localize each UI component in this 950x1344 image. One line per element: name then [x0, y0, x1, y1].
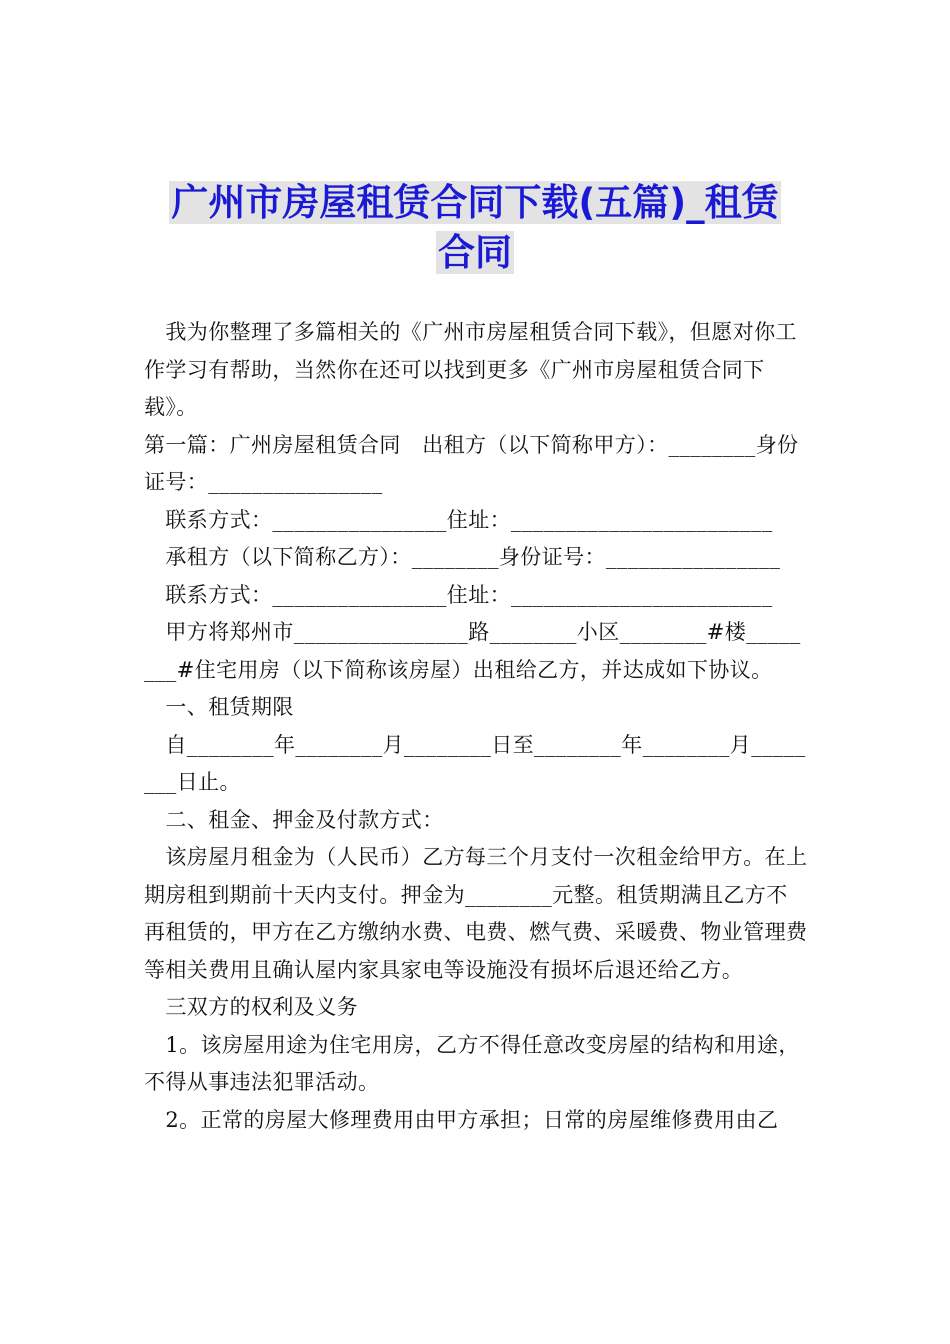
- section-heading-rent: 二、租金、押金及付款方式：: [144, 807, 444, 832]
- paragraph-intro: 我为你整理了多篇相关的《广州市房屋租赁合同下载》，但愿对你工作学习有帮助，当然你在还可以找到更多《广州市房屋租赁合同下载》。: [144, 320, 797, 419]
- paragraph-property: 甲方将郑州市________________路________小区________#楼________#住宅用房（以下简称该房屋）出租给乙方，并达成如下协议。: [144, 620, 801, 682]
- document-title-line1: 广州市房屋租赁合同下载(五篇)_租赁: [171, 181, 779, 224]
- paragraph-lessee-contact: 联系方式：________________住址：________________________: [144, 582, 773, 607]
- paragraph-rights-1: 1。该房屋用途为住宅用房，乙方不得任意改变房屋的结构和用途，不得从事违法犯罪活动。: [144, 1032, 800, 1094]
- paragraph-rent: 该房屋月租金为（人民币）乙方每三个月支付一次租金给甲方。在上期房租到期前十天内支付。押金为________元整。租赁期满且乙方不再租赁的，甲方在乙方缴纳水费、电费、燃气费、采暖费、物业管理费等相关费用且确认屋内家具家电等设施没有损坏后退还给乙方。: [144, 845, 808, 982]
- document-title: [100, 178, 850, 278]
- paragraph-lessor: 第一篇：广州房屋租赁合同 出租方（以下简称甲方）：________身份证号：________________: [144, 432, 799, 494]
- section-heading-term: 一、租赁期限: [144, 695, 294, 719]
- paragraph-term: 自________年________月________日至________年________月________日止。: [144, 732, 806, 794]
- document-body: [144, 314, 808, 1139]
- paragraph-rights-2: 2。正常的房屋大修理费用由甲方承担；日常的房屋维修费用由乙: [144, 1107, 779, 1132]
- document-title-line2: 合同: [438, 231, 512, 274]
- section-heading-rights: 三双方的权利及义务: [144, 995, 358, 1019]
- paragraph-lessor-contact: 联系方式：________________住址：________________________: [144, 507, 773, 532]
- paragraph-lessee: 承租方（以下简称乙方）：________身份证号：________________: [144, 545, 781, 569]
